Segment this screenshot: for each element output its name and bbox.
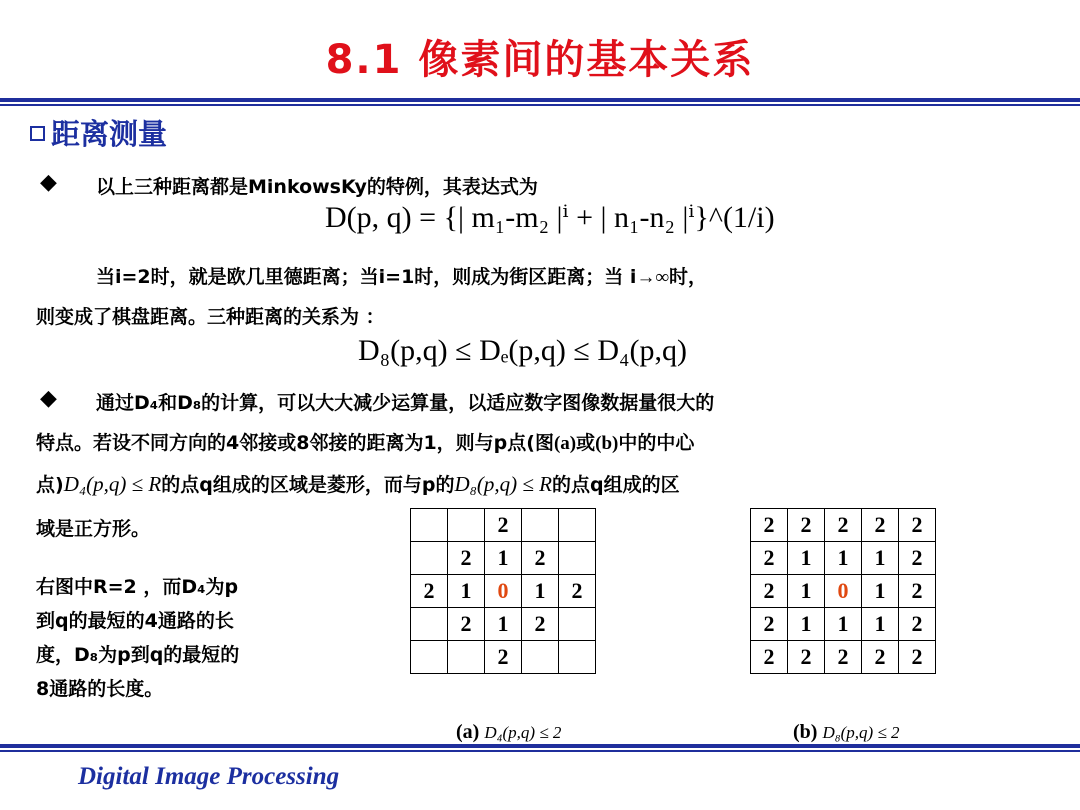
grid-cell: 2 [751,608,788,641]
grid-row [411,575,596,608]
text-span: 中的中心 [618,432,695,454]
grid-cell: 2 [522,542,559,575]
square-bullet-icon [30,126,45,141]
grid-cell: 1 [825,608,862,641]
grid-row [411,608,596,641]
grid-cell [411,542,448,575]
paragraph-line: 通过D₄和D₈的计算，可以大大减少运算量，以适应数字图像数据量很大的 [96,392,715,414]
grid-cell [559,608,596,641]
text-span: (a) [553,433,577,454]
grid-cell: 2 [411,575,448,608]
grid-row [411,641,596,674]
paragraph-line: 以上三种距离都是MinkowsKy的特例，其表达式为 [96,176,538,198]
grid-center-cell: 0 [485,575,522,608]
grid-cell: 2 [485,641,522,674]
paragraph-line [36,428,694,455]
grid-cell: 1 [788,542,825,575]
grid-cell: 2 [751,641,788,674]
paragraph-line [96,262,707,289]
caption-label: (b) [793,721,818,743]
footer-title: Digital Image Processing [78,763,340,790]
grid-cell: 2 [751,542,788,575]
diamond-bullet-icon: ◆ [40,386,57,411]
grid-cell: 1 [862,608,899,641]
grid-cell: 2 [522,608,559,641]
grid-center-cell: 0 [825,575,862,608]
grid-cell [559,509,596,542]
diamond-bullet-icon: ◆ [40,170,57,195]
grid-b-d8-square [750,508,936,674]
grid-row [411,509,596,542]
side-note [36,572,239,708]
formula-relation: D₈(p,q) ≤ Dₑ(p,q) ≤ D₄(p,q) [358,334,687,367]
grid-cell: 1 [485,608,522,641]
caption-b [793,721,900,744]
title-rule-thin [0,104,1080,106]
side-note-line: 右图中R=2 ，而D₄为p [36,576,239,598]
grid-cell: 1 [522,575,559,608]
grid-row [751,575,936,608]
grid-cell: 1 [862,542,899,575]
grid-cell: 2 [899,542,936,575]
grid-cell: 2 [448,542,485,575]
grid-cell [522,509,559,542]
grid-cell: 1 [788,575,825,608]
grid-cell: 2 [788,641,825,674]
page-title: 8.1 像素间的基本关系 [325,37,755,83]
paragraph-line: 则变成了棋盘距离。三种距离的关系为 ： [36,306,385,328]
footer-rule [0,744,1080,748]
text-span: 的点q组成的区域是菱形，而与p的 [161,474,455,496]
text-span: →∞时， [636,267,707,288]
grid-cell: 2 [899,575,936,608]
caption-a [456,721,561,744]
grid-cell: 2 [788,509,825,542]
side-note-line: 到q的最短的4通路的长 [36,610,234,632]
grid-cell [411,509,448,542]
grid-cell: 2 [559,575,596,608]
footer-rule-thin [0,750,1080,752]
grid-cell: 1 [862,575,899,608]
caption-label: (a) [456,721,480,743]
text-span: (b) [595,433,619,454]
grid-cell [411,608,448,641]
paragraph-line: 域是正方形。 [36,518,151,540]
grid-cell: 1 [825,542,862,575]
paragraph-line [36,470,680,497]
grid-cell [448,509,485,542]
grid-cell [448,641,485,674]
grid-cell: 2 [899,641,936,674]
grid-cell: 2 [825,509,862,542]
grid-a-d4-diamond [410,508,596,674]
caption-formula: D₄(p,q) ≤ 2 [484,723,562,742]
text-span: 点) [36,474,64,496]
text-span: 当i=2时，就是欧几里德距离；当i=1时，则成为街区距离；当 i [96,266,637,288]
grid-row [411,542,596,575]
grid-cell: 2 [751,575,788,608]
grid-row [751,542,936,575]
grid-cell: 2 [485,509,522,542]
grid-row [751,608,936,641]
title-rule [0,98,1080,102]
caption-formula: D₈(p,q) ≤ 2 [822,723,900,742]
grid-cell [559,542,596,575]
text-span: 或 [576,432,596,454]
grid-cell: 2 [899,509,936,542]
text-span: 的点q组成的区 [552,474,680,496]
formula-minkowski: D(p, q) = {| m₁-m₂ |ⁱ + | n₁-n₂ |ⁱ}^(1/i) [325,201,775,234]
section-heading [30,112,167,153]
grid-cell: 2 [751,509,788,542]
grid-cell: 1 [485,542,522,575]
section-heading-text: 距离测量 [51,117,168,151]
text-span: 特点。若设不同方向的4邻接或8邻接的距离为1，则与p点(图 [36,432,554,454]
grid-cell: 2 [448,608,485,641]
grid-cell: 2 [862,509,899,542]
side-note-line: 度，D₈为p到q的最短的 [36,644,240,666]
grid-cell: 2 [825,641,862,674]
grid-cell: 1 [448,575,485,608]
grid-cell: 1 [788,608,825,641]
grid-cell [559,641,596,674]
grid-row [751,509,936,542]
side-note-line: 8通路的长度。 [36,678,164,700]
inline-formula: D₄(p,q) ≤ R [63,472,162,496]
grid-cell: 2 [862,641,899,674]
grid-cell [411,641,448,674]
grid-row [751,641,936,674]
inline-formula: D₈(p,q) ≤ R [454,472,553,496]
grid-cell [522,641,559,674]
grid-cell: 2 [899,608,936,641]
